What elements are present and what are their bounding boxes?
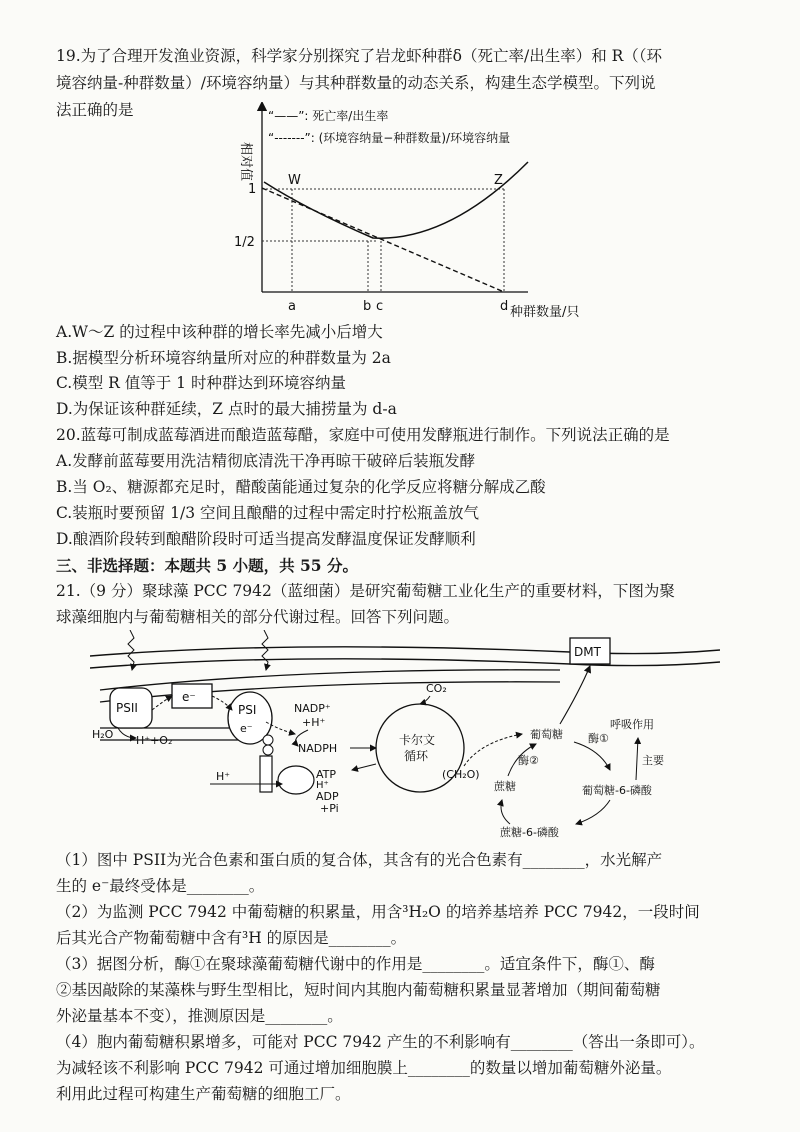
section-heading: 三、非选择题：本题共 5 小题，共 55 分。 (56, 556, 358, 575)
q19-graph (228, 102, 608, 324)
legend-dashed: “-------”: (环境容纳量−种群数量)/环境容纳量 (268, 131, 511, 145)
h-left-label: H⁺ (216, 770, 231, 783)
q19-option-d: D.为保证该种群延续，Z 点时的最大捕捞量为 d-a (56, 400, 397, 418)
x-tick-d: d (500, 299, 509, 314)
q21-sub4-line1: （4）胞内葡萄糖积累增多，可能对 PCC 7942 产生的不利影响有________（答出一条即可）。 (56, 1033, 705, 1051)
q21-stem-line1: 21.（9 分）聚球藻 PCC 7942（蓝细菌）是研究葡萄糖工业化生产的重要材料，下图为聚 (56, 582, 675, 600)
q19-stem-line2: 境容纳量-种群数量）/环境容纳量）与其种群数量的动态关系，构建生态学模型。下列说 (56, 74, 656, 92)
q19-option-a: A.W～Z 的过程中该种群的增长率先减小后增大 (56, 323, 383, 341)
r-line (262, 188, 504, 292)
y-tick-half: 1/2 (234, 235, 255, 250)
main-label: 主要 (642, 754, 664, 767)
q21-sub2-line2: 后其光合产物葡萄糖中含有³H 的原因是________。 (56, 929, 407, 947)
h-o2-label: H⁺+O₂ (136, 734, 173, 747)
q21-sub1-line1: （1）图中 PSII为光合色素和蛋白质的复合体，其含有的光合色素有________，水光解产 (56, 851, 663, 869)
sucrose-label: 蔗糖 (494, 780, 516, 793)
s6p-label: 蔗糖-6-磷酸 (500, 826, 559, 839)
legend-solid: “——”: 死亡率/出生率 (268, 109, 389, 123)
calvin-label-2: 循环 (404, 749, 429, 763)
q19-option-c: C.模型 R 值等于 1 时种群达到环境容纳量 (56, 374, 346, 392)
q20-option-d: D.酿酒阶段转到酿醋阶段时可适当提高发酵温度保证发酵顺利 (56, 530, 476, 548)
q21-sub2-line1: （2）为监测 PCC 7942 中葡萄糖的积累量，用含³H₂O 的培养基培养 PCC 7942，一段时间 (56, 903, 700, 921)
g6p-label: 葡萄糖-6-磷酸 (582, 784, 652, 797)
delta-curve (264, 162, 528, 238)
q21-sub3-line2: ②基因敲除的某藻株与野生型相比，短时间内其胞内葡萄糖积累量显著增加（期间葡萄糖 (56, 981, 661, 999)
point-z: Z (494, 173, 503, 188)
x-tick-c: c (376, 299, 384, 314)
adp-label: ADP (316, 790, 339, 803)
carrier-label: e⁻ (182, 690, 196, 704)
pi-label: +Pi (320, 802, 339, 815)
q21-diagram (90, 630, 720, 845)
x-tick-a: a (288, 299, 296, 314)
y-tick-1: 1 (248, 182, 257, 197)
enzyme2-label: 酶② (518, 754, 539, 767)
q20-stem: 20.蓝莓可制成蓝莓酒进而酿造蓝莓醋，家庭中可使用发酵瓶进行制作。下列说法正确的是 (56, 426, 670, 444)
plus-h-label: +H⁺ (302, 716, 326, 729)
x-axis-label: 种群数量/只 (510, 305, 580, 320)
q19-option-b: B.据模型分析环境容纳量所对应的种群数量为 2a (56, 349, 391, 367)
ch2o-label: (CH₂O) (442, 768, 480, 781)
q21-sub3-line3: 外泌量基本不变），推测原因是________。 (56, 1007, 343, 1025)
nadph-label: NADPH (298, 742, 338, 755)
x-tick-b: b (363, 299, 372, 314)
respiration-label: 呼吸作用 (610, 718, 654, 731)
q21-stem-line2: 球藻细胞内与葡萄糖相关的部分代谢过程。回答下列问题。 (56, 608, 460, 626)
point-w: W (288, 173, 301, 188)
co2-label: CO₂ (426, 682, 447, 695)
q21-sub1-line2: 生的 e⁻最终受体是________。 (56, 877, 265, 895)
calvin-label-1: 卡尔文 (399, 733, 436, 747)
q21-sub4-line3: 利用此过程可构建生产葡萄糖的细胞工厂。 (56, 1085, 351, 1103)
q21-sub3-line1: （3）据图分析，酶①在聚球藻葡萄糖代谢中的作用是________。适宜条件下，酶①、酶 (56, 955, 655, 973)
nadp-label: NADP⁺ (294, 702, 331, 715)
q20-option-c: C.装瓶时要预留 1/3 空间且酿醋的过程中需定时拧松瓶盖放气 (56, 504, 480, 522)
psi-label: PSI (238, 703, 257, 717)
enzyme1-label: 酶① (588, 732, 609, 745)
psii-label: PSII (116, 701, 138, 715)
atp-label: ATP (316, 768, 337, 781)
h-small-label: H⁺ (316, 780, 329, 791)
q19-stem-line1: 19.为了合理开发渔业资源，科学家分别探究了岩龙虾种群δ（死亡率/出生率）和 R（（环 (56, 47, 663, 65)
y-axis-label: 相对值 (238, 142, 253, 182)
q21-sub4-line2: 为减轻该不利影响 PCC 7942 可通过增加细胞膜上________的数量以增加葡萄糖外泌量。 (56, 1059, 672, 1077)
psi-e-label: e⁻ (240, 722, 253, 735)
q20-option-a: A.发酵前蓝莓要用洗洁精彻底清洗干净再晾干破碎后装瓶发酵 (56, 452, 476, 470)
dmt-label: DMT (574, 645, 601, 659)
glucose-label: 葡萄糖 (530, 728, 563, 741)
h2o-label: H₂O (92, 728, 114, 741)
q19-stem-line3: 法正确的是 (56, 101, 134, 119)
q20-option-b: B.当 O₂、糖源都充足时，醋酸菌能通过复杂的化学反应将糖分解成乙酸 (56, 478, 546, 496)
